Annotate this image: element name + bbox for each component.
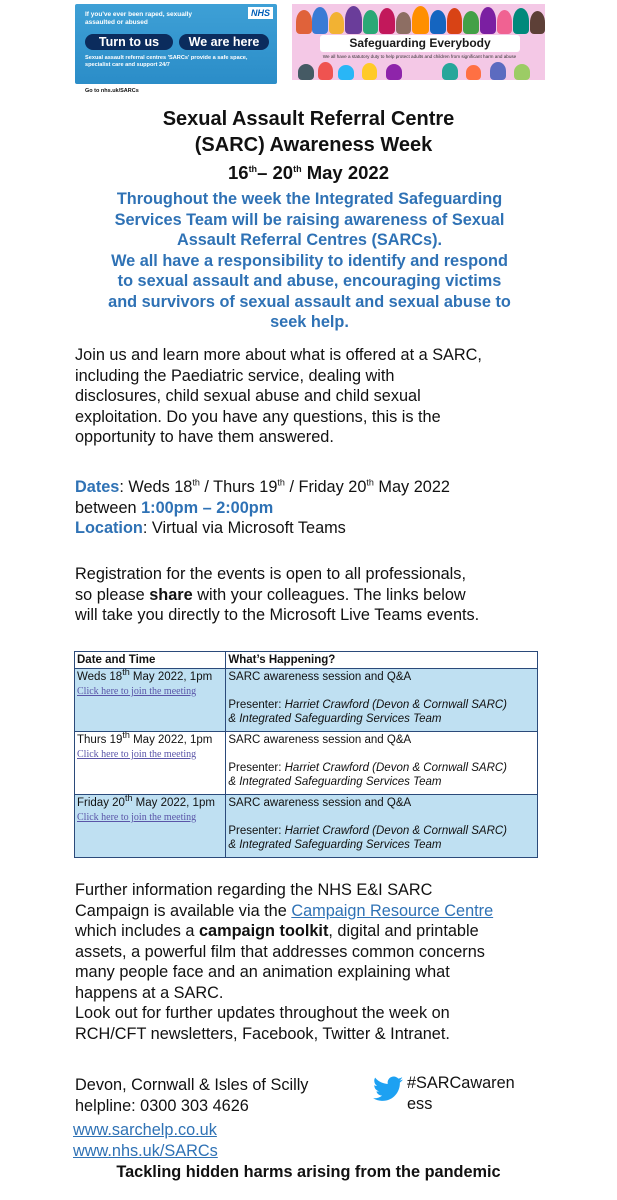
session-date: Friday 20th May 2022, 1pm [77,793,215,809]
helpline-number: helpline: 0300 303 4626 [75,1096,249,1115]
session-title: SARC awareness session and Q&A [228,797,412,809]
nhs-banner-intro: If you've ever been raped, sexually assaulted or abused [85,11,193,26]
nhs-banner-background [75,4,277,84]
session-team: & Integrated Safeguarding Services Team [228,713,442,725]
nhs-banner-url: Go to nhs.uk/SARCs [85,88,139,94]
session-date: Thurs 19th May 2022, 1pm [77,730,213,746]
nhs-banner-description: Sexual assault referral centres 'SARCs' provide a safe space, specialist care and support 24/7 [85,55,248,68]
session-date: Weds 18th May 2022, 1pm [77,667,213,683]
join-meeting-link[interactable]: Click here to join the meeting [77,749,197,760]
safeguarding-subtitle: We all have a statutory duty to help protect adults and children from significant harm and abuse [322,54,517,59]
event-details [75,477,555,539]
safeguarding-title: Safeguarding Everybody [320,35,520,52]
join-meeting-link[interactable]: Click here to join the meeting [77,812,197,823]
time-line: between 1:00pm – 2:00pm [75,498,274,517]
sarchelp-link[interactable]: www.sarchelp.co.uk [73,1121,217,1139]
nhs-sarcs-link[interactable]: www.nhs.uk/SARCs [73,1141,218,1160]
page-title-line2: (SARC) Awareness Week [194,134,433,156]
contact-links [73,1120,218,1161]
event-dates: 16th– 20th May 2022 [227,162,390,183]
session-title: SARC awareness session and Q&A [228,734,412,746]
column-header-date: Date and Time [75,652,226,669]
helpline-region: Devon, Cornwall & Isles of Scilly [75,1076,309,1094]
further-info-paragraph: Further information regarding the NHS E&I SARC Campaign is available via the Campaign Resource Centre which includes a campaign toolkit, digital and printable assets, a powerful film that addresses common concerns many people face and an animation explaining what happens at a SARC. Look out for further updates throughout the week on RCH/CFT newsletters, Facebook, Twitter & Intranet. [75,881,494,1043]
registration-paragraph: Registration for the events is open to all professionals, so please share with your colleagues. The links below will take you directly to the Microsoft Live Teams events. [75,565,480,624]
intro-paragraph: Join us and learn more about what is offered at a SARC, including the Paediatric service, dealing with disclosures, child sexual abuse and child sexual exploitation. Do you have any questions, this is the opportunity to have them answered. [75,346,482,446]
join-meeting-link[interactable]: Click here to join the meeting [77,686,197,697]
column-header-happening: What’s Happening? [226,652,538,669]
location-line: Location: Virtual via Microsoft Teams [75,519,346,537]
events-table [74,651,538,858]
dates-line: Dates: Weds 18th / Thurs 19th / Friday 20th May 2022 [75,477,450,496]
session-title: SARC awareness session and Q&A [228,671,412,683]
we-are-here-pill: We are here [179,34,269,50]
turn-to-us-pill: Turn to us [85,34,173,50]
nhs-banner-image [75,4,277,100]
table-row [75,669,538,732]
hashtag: #SARCawaren ess [407,1074,515,1113]
twitter-icon [373,1076,403,1102]
session-presenter: Presenter: Harriet Crawford (Devon & Cornwall SARC) [228,825,508,837]
crowd-illustration-top [292,4,545,34]
table-header-row [75,652,538,669]
session-presenter: Presenter: Harriet Crawford (Devon & Cornwall SARC) [228,762,508,774]
page-title-line1: Sexual Assault Referral Centre [162,108,455,130]
table-row [75,732,538,795]
table-row [75,795,538,858]
closing-tagline: Tackling hidden harms arising from the pandemic [116,1163,501,1181]
session-presenter: Presenter: Harriet Crawford (Devon & Cornwall SARC) [228,699,508,711]
crowd-illustration-bottom [292,60,545,80]
contact-block [75,1075,365,1116]
lead-paragraph: Throughout the week the Integrated Safeguarding Services Team will be raising awareness of Sexual Assault Referral Centres (SARCs). We all have a responsibility to identify and respond to sexual assault and abuse, encouraging victims and survivors of sexual assault and sexual abuse to seek help. [108,190,511,331]
safeguarding-banner-image [292,4,545,80]
campaign-resource-centre-link[interactable]: Campaign Resource Centre [291,901,494,920]
nhs-logo: NHS [248,7,273,19]
session-team: & Integrated Safeguarding Services Team [228,839,442,851]
session-team: & Integrated Safeguarding Services Team [228,776,442,788]
